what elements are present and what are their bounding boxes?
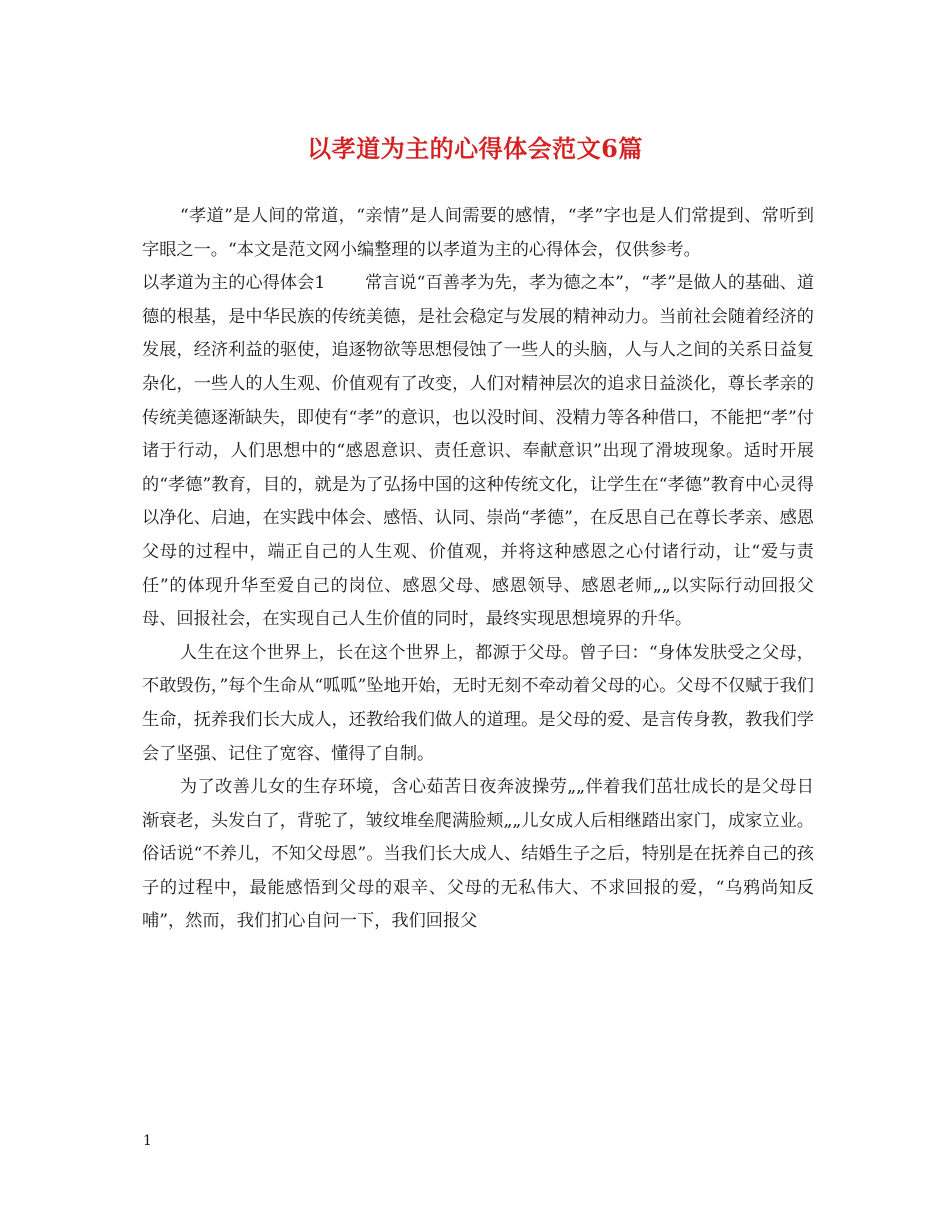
page-number: 1 [143,1133,152,1149]
document-title: 以孝道为主的心得体会范文6篇 [307,134,643,163]
document-body [142,200,814,939]
intro-paragraph: “孝道”是人间的常道，“亲情”是人间需要的感情，“孝”字也是人们常提到、常听到字眼之一。“本文是范文网小编整理的以孝道为主的心得体会，仅供参考。 [142,206,814,260]
section-1-paragraph [142,267,814,637]
section-1-text: 常言说“百善孝为先，孝为德之本”，“孝”是做人的基础、道德的根基，是中华民族的传统美德，是社会稳定与发展的精神动力。当前社会随着经济的发展，经济利益的驱使，追逐物欲等思想侵蚀了一些人的头脑，人与人之间的关系日益复杂化，一些人的人生观、价值观有了改变，人们对精神层次的追求日益淡化，尊长孝亲的传统美德逐渐缺失，即使有“孝”的意识，也以没时间、没精力等各种借口，不能把“孝”付诸于行动，人们思想中的“感恩意识、责任意识、奉献意识”出现了滑坡现象。适时开展的“孝德”教育，目的，就是为了弘扬中国的这种传统文化，让学生在“孝德”教育中心灵得以净化、启迪，在实践中体会、感悟、认同、崇尚“孝德”，在反思自己在尊长孝亲、感恩父母的过程中，端正自己的人生观、价值观，并将这种感恩之心付诸行动，让“爱与责任”的体现升华至爱自己的岗位、感恩父母、感恩领导、感恩老师„„以实际行动回报父母、回报社会，在实现自己人生价值的同时，最终实现思想境界的升华。 [142,273,815,630]
section-1-heading: 以孝道为主的心得体会1 [142,273,326,294]
paragraph-3: 为了改善儿女的生存环境，含心茹苦日夜奔波操劳„„伴着我们茁壮成长的是父母日渐衰老，头发白了，背驼了，皱纹堆垒爬满脸颊„„儿女成人后相继踏出家门，成家立业。俗话说“不养儿，不知父母恩”。当我们长大成人、结婚生子之后，特别是在抚养自己的孩子的过程中，最能感悟到父母的艰辛、父母的无私伟大、不求回报的爱，“乌鸦尚知反哺”，然而，我们扪心自问一下，我们回报父 [142,777,814,932]
paragraph-2: 人生在这个世界上，长在这个世界上，都源于父母。曾子曰：“身体发肤受之父母，不敢毁伤，”每个生命从“呱呱”坠地开始，无时无刻不牵动着父母的心。父母不仅赋于我们生命，抚养我们长大成人，还教给我们做人的道理。是父母的爱、是言传身教，教我们学会了坚强、记住了宽容、懂得了自制。 [142,642,814,764]
